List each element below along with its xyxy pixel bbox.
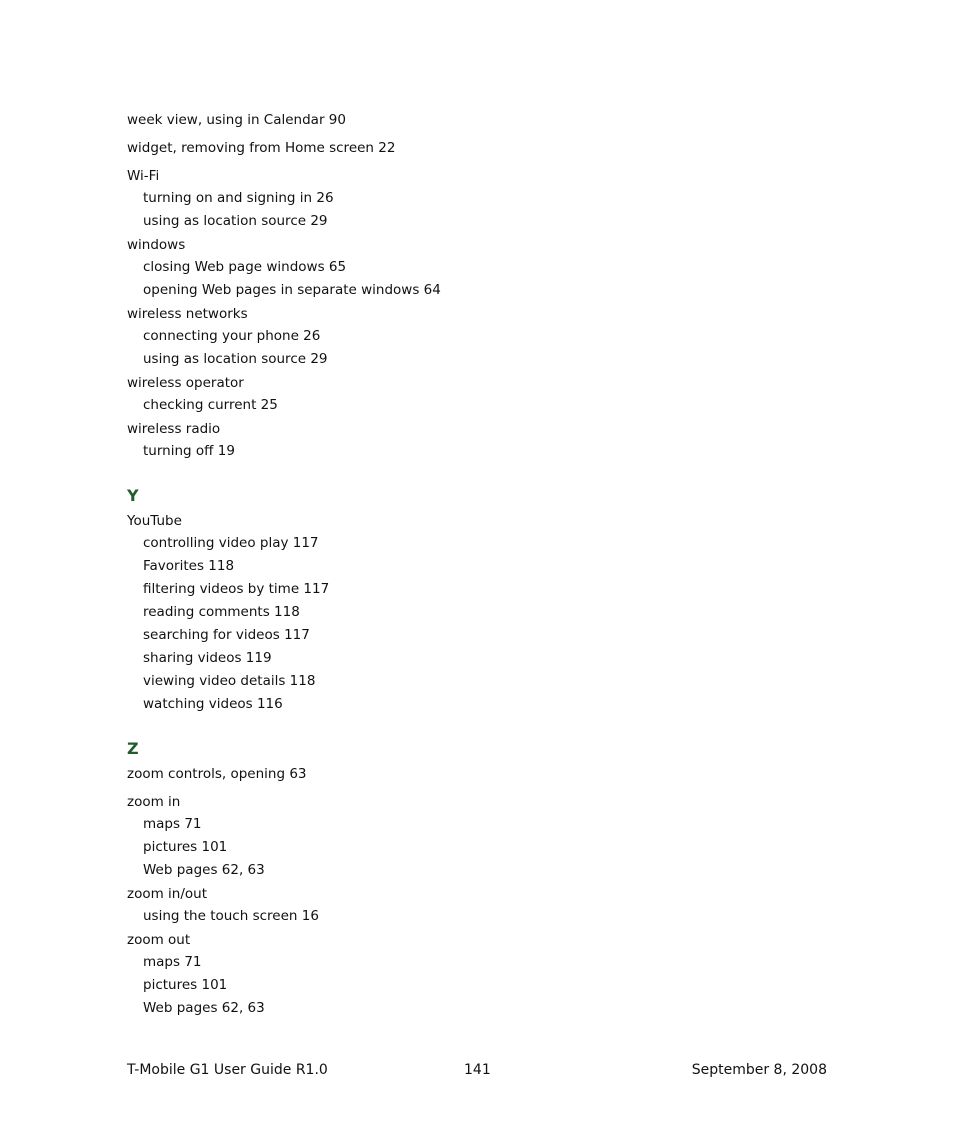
index-subterm: filtering videos by time 117: [143, 581, 330, 597]
index-term: YouTube: [127, 513, 182, 529]
index-subterm: turning off 19: [143, 443, 235, 459]
index-subterm: searching for videos 117: [143, 627, 310, 643]
index-subterm: turning on and signing in 26: [143, 190, 334, 206]
index-subterm: connecting your phone 26: [143, 328, 321, 344]
index-entry: [127, 792, 827, 882]
section-letter-z: Z: [127, 739, 139, 758]
index-entry: [127, 930, 827, 1020]
index-subterm: reading comments 118: [143, 604, 300, 620]
index-entry: [127, 110, 827, 138]
index-subterm: Web pages 62, 63: [143, 1000, 265, 1016]
index-term: zoom controls, opening 63: [127, 766, 307, 782]
index-term: widget, removing from Home screen 22: [127, 140, 396, 156]
index-subterm: checking current 25: [143, 397, 278, 413]
index-term: zoom out: [127, 932, 191, 948]
index-subterm: opening Web pages in separate windows 64: [143, 282, 441, 298]
index-entry: [127, 138, 827, 166]
index-term: week view, using in Calendar 90: [127, 112, 346, 128]
index-section-w: [127, 110, 827, 463]
index-subterm: maps 71: [143, 954, 202, 970]
index-entry: [127, 373, 827, 417]
index-subterm: closing Web page windows 65: [143, 259, 347, 275]
index-term: wireless networks: [127, 306, 248, 322]
index-entry: [127, 764, 827, 792]
index-entry: [127, 166, 827, 233]
index-subterm: sharing videos 119: [143, 650, 272, 666]
index-subterm: watching videos 116: [143, 696, 283, 712]
index-subterm: using as location source 29: [143, 351, 328, 367]
index-subterm: using as location source 29: [143, 213, 328, 229]
index-section-z: [127, 764, 827, 1020]
index-term: wireless operator: [127, 375, 244, 391]
index-subterm: pictures 101: [143, 839, 228, 855]
footer-guide-title: T-Mobile G1 User Guide R1.0: [127, 1062, 328, 1078]
footer-page-number: 141: [464, 1062, 491, 1078]
index-entry: [127, 419, 827, 463]
section-letter-y: Y: [127, 486, 139, 505]
page-footer: [127, 1060, 827, 1080]
index-entry: [127, 511, 827, 716]
index-list: [127, 110, 827, 1022]
index-term: windows: [127, 237, 186, 253]
index-subterm: Favorites 118: [143, 558, 235, 574]
index-subterm: viewing video details 118: [143, 673, 316, 689]
index-term: zoom in/out: [127, 886, 208, 902]
index-subterm: Web pages 62, 63: [143, 862, 265, 878]
index-subterm: pictures 101: [143, 977, 228, 993]
index-subterm: using the touch screen 16: [143, 908, 319, 924]
index-section-y: [127, 511, 827, 716]
index-term: Wi-Fi: [127, 168, 160, 184]
index-term: zoom in: [127, 794, 181, 810]
index-entry: [127, 304, 827, 371]
footer-date: September 8, 2008: [691, 1062, 827, 1078]
index-term: wireless radio: [127, 421, 221, 437]
index-subterm: maps 71: [143, 816, 202, 832]
index-entry: [127, 884, 827, 928]
index-subterm: controlling video play 117: [143, 535, 319, 551]
index-entry: [127, 235, 827, 302]
